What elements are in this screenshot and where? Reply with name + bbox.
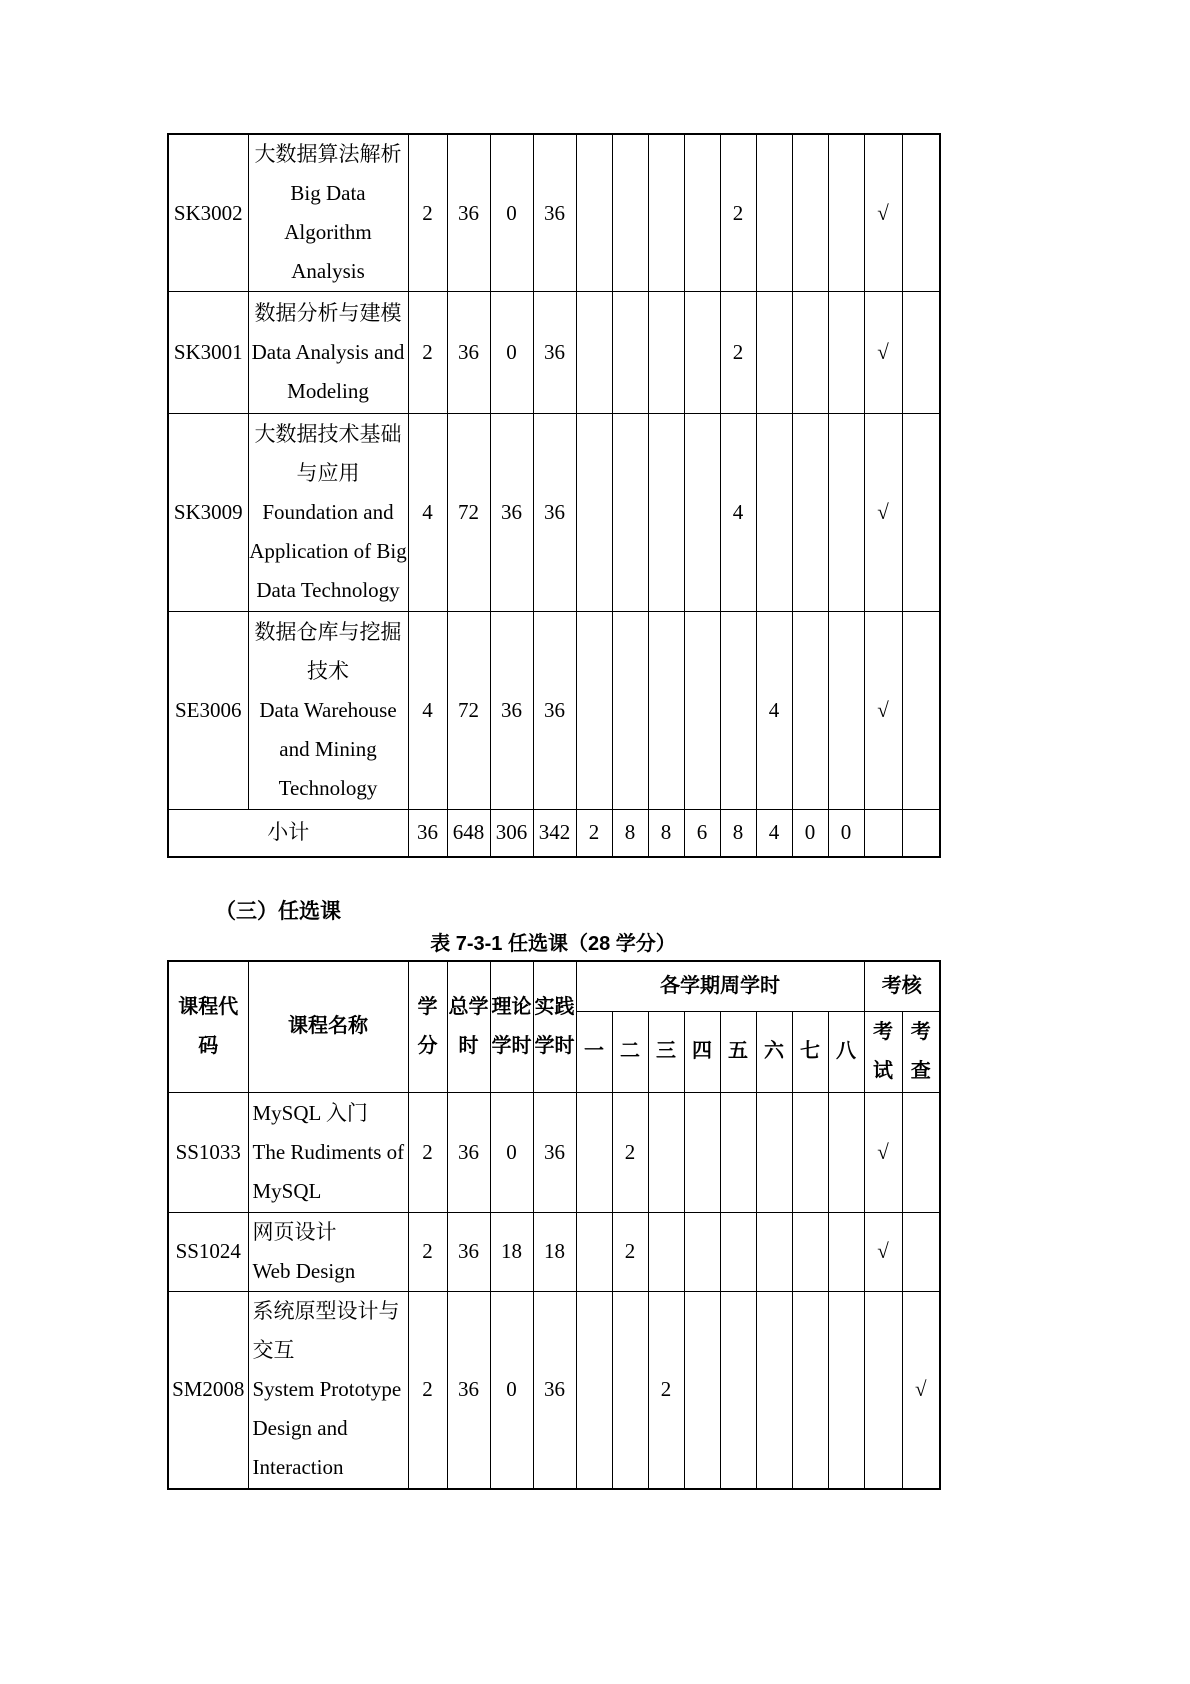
header-practice-hours bbox=[533, 961, 576, 1092]
section-heading: （三）任选课 bbox=[215, 900, 341, 923]
practice-hours-cell: 18 bbox=[533, 1212, 576, 1291]
semester-cell: 2 bbox=[576, 810, 612, 857]
semester-cell: 6 bbox=[684, 810, 720, 857]
course-name-line: Data Technology bbox=[256, 578, 400, 602]
header-line: 查 bbox=[910, 1059, 931, 1082]
semester-cell bbox=[792, 1291, 828, 1489]
header-line: 理论 bbox=[491, 995, 532, 1018]
course-name-cell bbox=[248, 134, 408, 292]
semester-cell: 0 bbox=[828, 810, 864, 857]
semester-cell: 2 bbox=[720, 292, 756, 414]
course-name-line: MySQL bbox=[252, 1178, 322, 1203]
inspect-check-cell bbox=[902, 612, 940, 810]
semester-cell bbox=[684, 1092, 720, 1212]
practice-hours-cell: 342 bbox=[533, 810, 576, 857]
course-code-cell: SS1033 bbox=[168, 1092, 248, 1212]
semester-cell bbox=[684, 612, 720, 810]
course-name-line: Web Design bbox=[252, 1258, 356, 1283]
theory-hours-cell: 306 bbox=[490, 810, 533, 857]
semester-cell bbox=[756, 414, 792, 612]
exam-check-cell: √ bbox=[864, 292, 902, 414]
course-name-line: System Prototype bbox=[252, 1377, 402, 1402]
semester-cell bbox=[756, 1212, 792, 1291]
course-name-line: Big Data bbox=[290, 181, 366, 205]
exam-check-cell: √ bbox=[864, 1212, 902, 1291]
credits-cell: 2 bbox=[408, 134, 447, 292]
semester-cell bbox=[720, 612, 756, 810]
elective-table-continued bbox=[167, 133, 941, 858]
semester-cell: 8 bbox=[612, 810, 648, 857]
header-line: 总学 bbox=[448, 995, 489, 1018]
header-line: 学时 bbox=[491, 1034, 532, 1057]
course-name-line: MySQL 入门 bbox=[252, 1100, 368, 1125]
semester-cell: 0 bbox=[792, 810, 828, 857]
semester-cell bbox=[720, 1212, 756, 1291]
semester-cell bbox=[756, 292, 792, 414]
subtotal-label-cell: 小计 bbox=[168, 810, 408, 857]
table-caption: 表 7-3-1 任选课（28 学分） bbox=[430, 933, 676, 955]
semester-cell bbox=[648, 1092, 684, 1212]
total-hours-cell: 36 bbox=[447, 134, 490, 292]
semester-cell bbox=[648, 134, 684, 292]
header-line: 试 bbox=[873, 1059, 893, 1082]
header-semester-5: 五 bbox=[720, 1011, 756, 1092]
course-name-line: 交互 bbox=[252, 1338, 295, 1363]
course-name-line: Data Analysis and bbox=[251, 340, 405, 364]
credits-cell: 4 bbox=[408, 414, 447, 612]
course-code-cell: SK3009 bbox=[168, 414, 248, 612]
semester-cell bbox=[576, 1291, 612, 1489]
inspect-check-cell: √ bbox=[902, 1291, 940, 1489]
semester-cell bbox=[648, 612, 684, 810]
semester-cell bbox=[828, 134, 864, 292]
semester-cell: 2 bbox=[648, 1291, 684, 1489]
header-line: 学时 bbox=[534, 1034, 575, 1057]
semester-cell: 8 bbox=[648, 810, 684, 857]
course-name-line: 网页设计 bbox=[252, 1219, 337, 1244]
semester-cell bbox=[576, 414, 612, 612]
header-semester-2: 二 bbox=[612, 1011, 648, 1092]
course-name-cell bbox=[248, 1212, 408, 1291]
header-line: 考 bbox=[873, 1020, 893, 1043]
course-name-line: 技术 bbox=[307, 659, 349, 683]
course-name-line: 与应用 bbox=[296, 461, 360, 485]
course-name-line: 大数据算法解析 bbox=[254, 142, 402, 166]
semester-cell bbox=[828, 612, 864, 810]
semester-cell bbox=[756, 1092, 792, 1212]
semester-cell bbox=[792, 414, 828, 612]
course-code-cell: SK3001 bbox=[168, 292, 248, 414]
semester-cell bbox=[756, 134, 792, 292]
exam-check-cell: √ bbox=[864, 1092, 902, 1212]
total-hours-cell: 72 bbox=[447, 612, 490, 810]
header-semester-3: 三 bbox=[648, 1011, 684, 1092]
exam-check-cell: √ bbox=[864, 612, 902, 810]
semester-cell bbox=[576, 612, 612, 810]
practice-hours-cell: 36 bbox=[533, 1092, 576, 1212]
course-name-cell bbox=[248, 612, 408, 810]
theory-hours-cell: 36 bbox=[490, 414, 533, 612]
semester-cell bbox=[792, 612, 828, 810]
total-hours-cell: 72 bbox=[447, 414, 490, 612]
semester-cell bbox=[828, 1212, 864, 1291]
practice-hours-cell: 36 bbox=[533, 414, 576, 612]
semester-cell bbox=[612, 612, 648, 810]
practice-hours-cell: 36 bbox=[533, 292, 576, 414]
header-total-hours bbox=[447, 961, 490, 1092]
course-name-line: Algorithm Analysis bbox=[284, 220, 372, 283]
semester-cell bbox=[792, 1212, 828, 1291]
semester-cell: 8 bbox=[720, 810, 756, 857]
semester-cell bbox=[576, 134, 612, 292]
course-name-line: Technology bbox=[278, 776, 378, 800]
credits-cell: 2 bbox=[408, 1092, 447, 1212]
semester-cell bbox=[612, 1291, 648, 1489]
header-line: 实践 bbox=[534, 995, 575, 1018]
semester-cell: 4 bbox=[756, 612, 792, 810]
course-name-line: and Mining bbox=[279, 737, 377, 761]
semester-cell: 2 bbox=[612, 1212, 648, 1291]
total-hours-cell: 36 bbox=[447, 1212, 490, 1291]
semester-cell bbox=[828, 292, 864, 414]
inspect-check-cell bbox=[902, 134, 940, 292]
header-line: 学 bbox=[417, 995, 438, 1018]
course-name-line: Data Warehouse bbox=[259, 698, 397, 722]
total-hours-cell: 648 bbox=[447, 810, 490, 857]
semester-cell bbox=[576, 1092, 612, 1212]
course-name-cell bbox=[248, 292, 408, 414]
exam-check-cell: √ bbox=[864, 134, 902, 292]
inspect-check-cell bbox=[902, 810, 940, 857]
course-code-cell: SS1024 bbox=[168, 1212, 248, 1291]
theory-hours-cell: 0 bbox=[490, 134, 533, 292]
semester-cell bbox=[684, 292, 720, 414]
table-row bbox=[168, 1212, 940, 1291]
course-name-line: 数据仓库与挖掘 bbox=[254, 620, 402, 644]
header-line: 分 bbox=[417, 1034, 438, 1057]
semester-cell bbox=[648, 414, 684, 612]
header-semester-1: 一 bbox=[576, 1011, 612, 1092]
semester-cell: 2 bbox=[612, 1092, 648, 1212]
semester-cell: 4 bbox=[756, 810, 792, 857]
theory-hours-cell: 0 bbox=[490, 1092, 533, 1212]
semester-cell bbox=[720, 1291, 756, 1489]
semester-cell bbox=[612, 292, 648, 414]
semester-cell bbox=[684, 414, 720, 612]
course-name-cell bbox=[248, 414, 408, 612]
course-name-line: Interaction bbox=[252, 1455, 344, 1480]
header-line: 时 bbox=[458, 1034, 479, 1057]
credits-cell: 2 bbox=[408, 1212, 447, 1291]
theory-hours-cell: 36 bbox=[490, 612, 533, 810]
table-row bbox=[168, 134, 940, 292]
total-hours-cell: 36 bbox=[447, 1291, 490, 1489]
total-hours-cell: 36 bbox=[447, 292, 490, 414]
course-name-line: 数据分析与建模 bbox=[254, 301, 402, 325]
header-theory-hours bbox=[490, 961, 533, 1092]
exam-check-cell: √ bbox=[864, 414, 902, 612]
semester-cell bbox=[648, 292, 684, 414]
credits-cell: 36 bbox=[408, 810, 447, 857]
practice-hours-cell: 36 bbox=[533, 1291, 576, 1489]
credits-cell: 2 bbox=[408, 1291, 447, 1489]
inspect-check-cell bbox=[902, 1092, 940, 1212]
subtotal-row bbox=[168, 810, 940, 857]
header-course-name: 课程名称 bbox=[248, 961, 408, 1092]
inspect-check-cell bbox=[902, 414, 940, 612]
course-name-cell bbox=[248, 1291, 408, 1489]
exam-check-cell bbox=[864, 1291, 902, 1489]
semester-cell bbox=[792, 292, 828, 414]
header-row-groups bbox=[168, 961, 940, 1011]
header-semester-7: 七 bbox=[792, 1011, 828, 1092]
semester-cell bbox=[792, 1092, 828, 1212]
table-row bbox=[168, 292, 940, 414]
course-name-line: Modeling bbox=[287, 379, 369, 403]
semester-cell bbox=[612, 414, 648, 612]
header-semester-4: 四 bbox=[684, 1011, 720, 1092]
elective-table bbox=[167, 960, 941, 1490]
semester-cell bbox=[576, 1212, 612, 1291]
semester-cell bbox=[828, 414, 864, 612]
inspect-check-cell bbox=[902, 292, 940, 414]
semester-cell bbox=[684, 1291, 720, 1489]
theory-hours-cell: 0 bbox=[490, 292, 533, 414]
semester-cell: 4 bbox=[720, 414, 756, 612]
header-semester-8: 八 bbox=[828, 1011, 864, 1092]
semester-cell bbox=[576, 292, 612, 414]
semester-cell bbox=[756, 1291, 792, 1489]
semester-cell bbox=[648, 1212, 684, 1291]
course-name-line: The Rudiments of bbox=[252, 1139, 405, 1164]
course-code-cell: SK3002 bbox=[168, 134, 248, 292]
table-row bbox=[168, 612, 940, 810]
semester-cell bbox=[792, 134, 828, 292]
theory-hours-cell: 0 bbox=[490, 1291, 533, 1489]
semester-cell bbox=[684, 1212, 720, 1291]
semester-cell bbox=[828, 1092, 864, 1212]
table-row bbox=[168, 1291, 940, 1489]
credits-cell: 2 bbox=[408, 292, 447, 414]
total-hours-cell: 36 bbox=[447, 1092, 490, 1212]
course-name-line: 系统原型设计与 bbox=[252, 1299, 400, 1324]
course-name-line: 大数据技术基础 bbox=[254, 422, 402, 446]
semester-cell bbox=[720, 1092, 756, 1212]
semester-cell: 2 bbox=[720, 134, 756, 292]
credits-cell: 4 bbox=[408, 612, 447, 810]
semester-cell bbox=[828, 1291, 864, 1489]
exam-check-cell bbox=[864, 810, 902, 857]
course-name-line: Foundation and bbox=[262, 500, 394, 524]
course-code-cell: SE3006 bbox=[168, 612, 248, 810]
header-assessment-group: 考核 bbox=[864, 961, 940, 1011]
course-name-line: Application of Big bbox=[249, 539, 407, 563]
header-exam bbox=[864, 1011, 902, 1092]
semester-cell bbox=[612, 134, 648, 292]
theory-hours-cell: 18 bbox=[490, 1212, 533, 1291]
course-name-cell bbox=[248, 1092, 408, 1212]
header-semester-group: 各学期周学时 bbox=[576, 961, 864, 1011]
header-inspect bbox=[902, 1011, 940, 1092]
practice-hours-cell: 36 bbox=[533, 134, 576, 292]
inspect-check-cell bbox=[902, 1212, 940, 1291]
header-credits bbox=[408, 961, 447, 1092]
table-row bbox=[168, 1092, 940, 1212]
table-row bbox=[168, 414, 940, 612]
practice-hours-cell: 36 bbox=[533, 612, 576, 810]
course-name-line: Design and bbox=[252, 1416, 348, 1441]
header-semester-6: 六 bbox=[756, 1011, 792, 1092]
header-line: 考 bbox=[910, 1020, 931, 1043]
header-course-code: 课程代码 bbox=[168, 961, 248, 1092]
course-code-cell: SM2008 bbox=[168, 1291, 248, 1489]
semester-cell bbox=[684, 134, 720, 292]
